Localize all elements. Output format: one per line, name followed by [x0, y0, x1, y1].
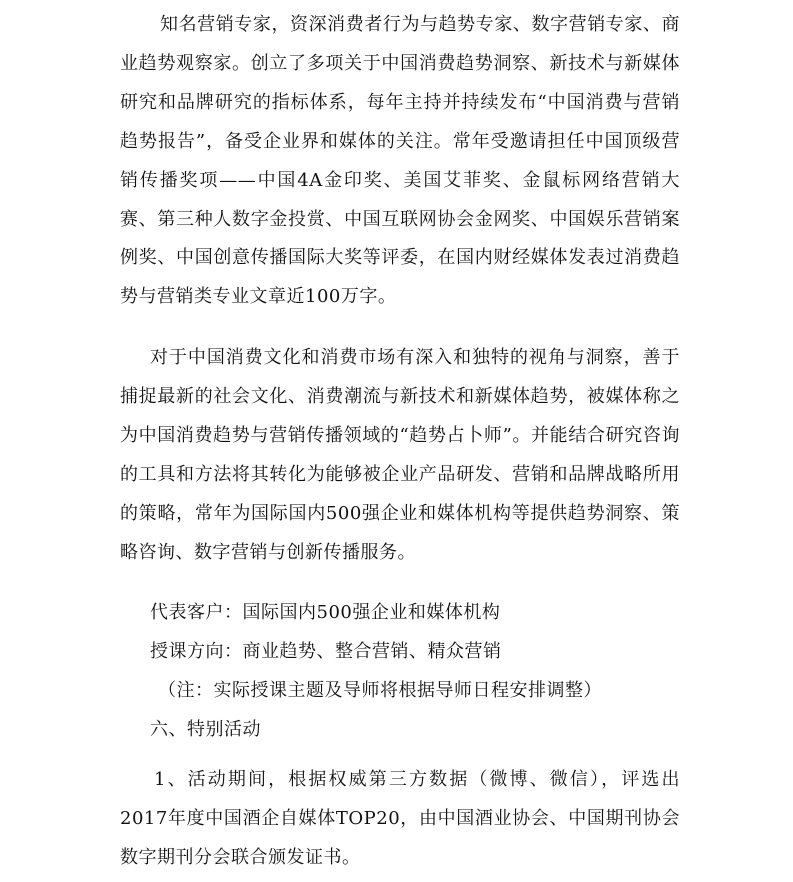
- insight-paragraph: 对于中国消费文化和消费市场有深入和独特的视角与洞察，善于捕捉最新的社会文化、消费潮流与新技术和新媒体趋势，被媒体称之为中国消费趋势与营销传播领域的“趋势占卜师”。并能结合研究咨询的工具和方法将其转化为能够被企业产品研发、营销和品牌战略所用的策略，常年为国际国内500强企业和媒体机构等提供趋势洞察、策略咨询、数字营销与创新传播服务。: [120, 347, 680, 563]
- activity-paragraph: 1、活动期间，根据权威第三方数据（微博、微信），评选出2017年度中国酒企自媒体TOP20，由中国酒业协会、中国期刊协会数字期刊分会联合颁发证书。: [120, 769, 680, 868]
- section-heading: 六、特别活动: [150, 719, 261, 740]
- intro-paragraph: 知名营销专家，资深消费者行为与趋势专家、数字营销专家、商业趋势观察家。创立了多项关于中国消费趋势洞察、新技术与新媒体研究和品牌研究的指标体系，每年主持并持续发布“中国消费与营销趋势报告”，备受企业界和媒体的关注。常年受邀请担任中国顶级营销传播奖项——中国4A金印奖、美国艾菲奖、金鼠标网络营销大赛、第三种人数字金投赏、中国互联网协会金网奖、中国娱乐营销案例奖、中国创意传播国际大奖等评委，在国内财经媒体发表过消费趋势与营销类专业文章近100万字。: [120, 14, 680, 308]
- note-line: （注：实际授课主题及导师将根据导师日程安排调整）: [158, 680, 602, 701]
- clients-line: 代表客户：国际国内500强企业和媒体机构: [150, 602, 501, 623]
- topics-line: 授课方向：商业趋势、整合营销、精众营销: [150, 641, 502, 662]
